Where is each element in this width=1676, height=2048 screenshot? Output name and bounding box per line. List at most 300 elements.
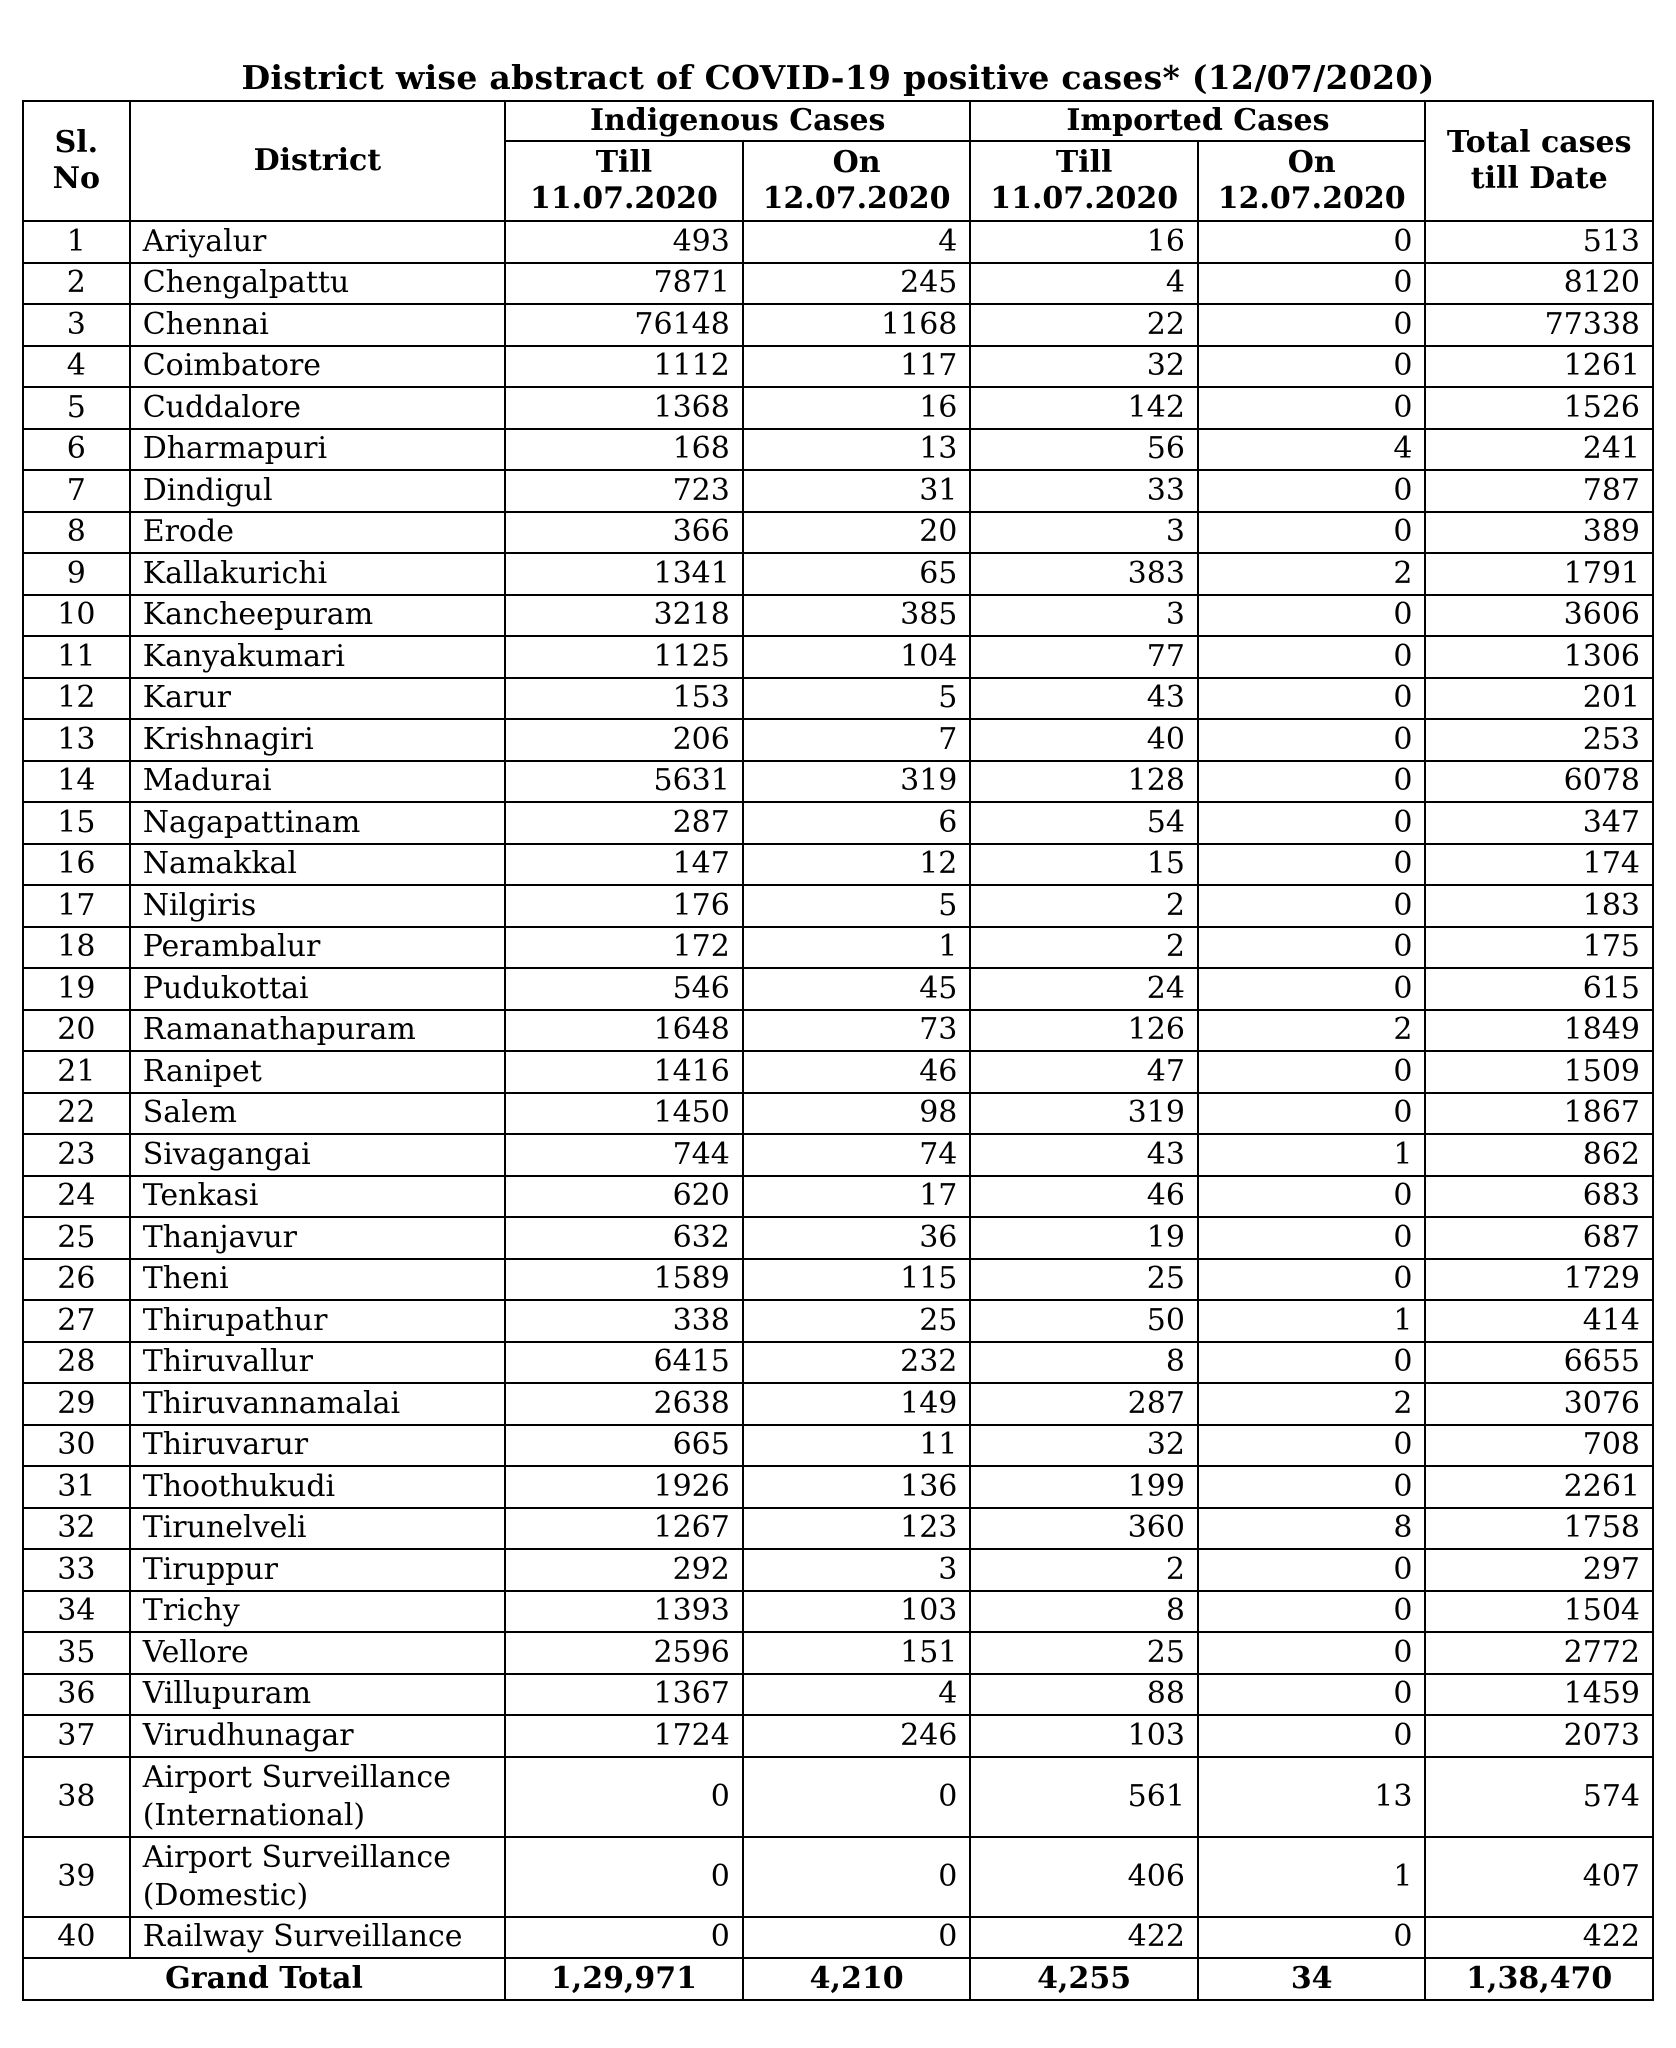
cell-sl-no: 14 — [23, 761, 130, 803]
cell-imported-on: 0 — [1198, 1051, 1426, 1093]
cell-district: Ramanathapuram — [130, 1010, 505, 1052]
cell-sl-no: 2 — [23, 263, 130, 305]
cell-indigenous-on: 319 — [743, 761, 971, 803]
cell-indigenous-on: 0 — [743, 1757, 971, 1837]
cell-district: Namakkal — [130, 844, 505, 886]
cell-district: Thoothukudi — [130, 1466, 505, 1508]
cell-total: 862 — [1425, 1134, 1653, 1176]
table-row — [23, 1010, 1653, 1052]
cell-imported-on: 0 — [1198, 719, 1426, 761]
cell-indigenous-on: 117 — [743, 346, 971, 388]
cell-indigenous-on: 151 — [743, 1632, 971, 1674]
table-row — [23, 636, 1653, 678]
cell-indigenous-till: 5631 — [505, 761, 743, 803]
cell-indigenous-till: 1450 — [505, 1093, 743, 1135]
header-district: District — [130, 101, 505, 221]
cell-imported-till: 43 — [970, 1134, 1198, 1176]
cell-imported-on: 0 — [1198, 304, 1426, 346]
cell-indigenous-on: 0 — [743, 1917, 971, 1959]
table-row — [23, 263, 1653, 305]
cell-indigenous-till: 287 — [505, 802, 743, 844]
cell-sl-no: 12 — [23, 678, 130, 720]
cell-district: Thiruvannamalai — [130, 1383, 505, 1425]
table-row — [23, 304, 1653, 346]
cell-sl-no: 24 — [23, 1176, 130, 1218]
cell-total: 241 — [1425, 429, 1653, 471]
cell-total: 6078 — [1425, 761, 1653, 803]
cell-indigenous-on: 3 — [743, 1549, 971, 1591]
grand-total-indigenous-on: 4,210 — [743, 1958, 971, 2000]
cell-indigenous-on: 123 — [743, 1508, 971, 1550]
cell-imported-till: 128 — [970, 761, 1198, 803]
table-row — [23, 1591, 1653, 1633]
cell-sl-no: 29 — [23, 1383, 130, 1425]
cell-indigenous-till: 168 — [505, 429, 743, 471]
table-body — [23, 221, 1653, 1958]
cell-sl-no: 11 — [23, 636, 130, 678]
cell-total: 1509 — [1425, 1051, 1653, 1093]
cell-imported-till: 32 — [970, 346, 1198, 388]
cell-imported-on: 2 — [1198, 553, 1426, 595]
cell-district: Theni — [130, 1259, 505, 1301]
cell-indigenous-on: 5 — [743, 678, 971, 720]
cell-district: Cuddalore — [130, 387, 505, 429]
table-row — [23, 678, 1653, 720]
cell-imported-till: 77 — [970, 636, 1198, 678]
cell-indigenous-till: 1125 — [505, 636, 743, 678]
cell-indigenous-on: 25 — [743, 1300, 971, 1342]
cell-indigenous-till: 1367 — [505, 1674, 743, 1716]
cell-total: 8120 — [1425, 263, 1653, 305]
cell-district: Tenkasi — [130, 1176, 505, 1218]
cell-indigenous-till: 338 — [505, 1300, 743, 1342]
cell-indigenous-till: 1341 — [505, 553, 743, 595]
cell-district: Kancheepuram — [130, 595, 505, 637]
cell-indigenous-till: 1416 — [505, 1051, 743, 1093]
table-row — [23, 1632, 1653, 1674]
cell-imported-till: 2 — [970, 885, 1198, 927]
cell-sl-no: 30 — [23, 1425, 130, 1467]
table-row — [23, 1508, 1653, 1550]
cell-imported-till: 16 — [970, 221, 1198, 263]
grand-total-indigenous-till: 1,29,971 — [505, 1958, 743, 2000]
table-row — [23, 885, 1653, 927]
cell-indigenous-till: 1267 — [505, 1508, 743, 1550]
cell-indigenous-on: 74 — [743, 1134, 971, 1176]
cell-indigenous-till: 1648 — [505, 1010, 743, 1052]
cell-district: Thirupathur — [130, 1300, 505, 1342]
cell-district: Thanjavur — [130, 1217, 505, 1259]
cell-indigenous-till: 172 — [505, 927, 743, 969]
cell-indigenous-on: 5 — [743, 885, 971, 927]
table-row — [23, 1383, 1653, 1425]
cell-indigenous-on: 115 — [743, 1259, 971, 1301]
cell-indigenous-on: 7 — [743, 719, 971, 761]
cell-imported-till: 199 — [970, 1466, 1198, 1508]
cell-indigenous-till: 665 — [505, 1425, 743, 1467]
cell-indigenous-till: 493 — [505, 221, 743, 263]
table-row — [23, 719, 1653, 761]
cell-total: 1306 — [1425, 636, 1653, 678]
cell-indigenous-on: 136 — [743, 1466, 971, 1508]
cell-district: Tiruppur — [130, 1549, 505, 1591]
cell-sl-no: 6 — [23, 429, 130, 471]
cell-indigenous-on: 245 — [743, 263, 971, 305]
cell-total: 297 — [1425, 1549, 1653, 1591]
cell-indigenous-till: 153 — [505, 678, 743, 720]
cell-total: 513 — [1425, 221, 1653, 263]
cell-sl-no: 3 — [23, 304, 130, 346]
cell-district: Perambalur — [130, 927, 505, 969]
cell-district: Sivagangai — [130, 1134, 505, 1176]
cell-total: 3076 — [1425, 1383, 1653, 1425]
cell-total: 615 — [1425, 968, 1653, 1010]
cell-imported-till: 406 — [970, 1837, 1198, 1917]
cell-indigenous-on: 13 — [743, 429, 971, 471]
table-row — [23, 1715, 1653, 1757]
cell-imported-on: 0 — [1198, 1342, 1426, 1384]
table-row — [23, 1259, 1653, 1301]
cell-district: Airport Surveillance (International) — [130, 1757, 505, 1837]
cell-district: Dharmapuri — [130, 429, 505, 471]
cell-district: Airport Surveillance (Domestic) — [130, 1837, 505, 1917]
cell-indigenous-till: 1926 — [505, 1466, 743, 1508]
cell-imported-till: 422 — [970, 1917, 1198, 1959]
cell-total: 183 — [1425, 885, 1653, 927]
table-row — [23, 1093, 1653, 1135]
cell-imported-on: 8 — [1198, 1508, 1426, 1550]
cell-total: 1526 — [1425, 387, 1653, 429]
cell-indigenous-on: 11 — [743, 1425, 971, 1467]
cell-district: Nagapattinam — [130, 802, 505, 844]
cell-indigenous-till: 744 — [505, 1134, 743, 1176]
cell-imported-on: 0 — [1198, 885, 1426, 927]
cell-indigenous-till: 632 — [505, 1217, 743, 1259]
cell-district: Dindigul — [130, 470, 505, 512]
header-indigenous-till: Till 11.07.2020 — [505, 141, 743, 221]
cell-total: 389 — [1425, 512, 1653, 554]
cell-indigenous-on: 0 — [743, 1837, 971, 1917]
cell-indigenous-till: 2638 — [505, 1383, 743, 1425]
cell-total: 683 — [1425, 1176, 1653, 1218]
cell-sl-no: 4 — [23, 346, 130, 388]
cell-total: 1791 — [1425, 553, 1653, 595]
table-row — [23, 968, 1653, 1010]
cell-indigenous-till: 1724 — [505, 1715, 743, 1757]
cell-imported-till: 40 — [970, 719, 1198, 761]
cell-indigenous-on: 4 — [743, 1674, 971, 1716]
table-row — [23, 1300, 1653, 1342]
cell-total: 422 — [1425, 1917, 1653, 1959]
grand-total-imported-till: 4,255 — [970, 1958, 1198, 2000]
header-imported-on: On 12.07.2020 — [1198, 141, 1426, 221]
cell-total: 3606 — [1425, 595, 1653, 637]
cell-total: 1459 — [1425, 1674, 1653, 1716]
cell-imported-on: 1 — [1198, 1134, 1426, 1176]
cell-imported-till: 4 — [970, 263, 1198, 305]
cell-indigenous-till: 546 — [505, 968, 743, 1010]
header-indigenous-cases: Indigenous Cases — [505, 101, 970, 141]
cell-imported-till: 19 — [970, 1217, 1198, 1259]
cell-sl-no: 9 — [23, 553, 130, 595]
cell-imported-on: 1 — [1198, 1837, 1426, 1917]
cell-total: 2261 — [1425, 1466, 1653, 1508]
cell-imported-on: 4 — [1198, 429, 1426, 471]
cell-indigenous-till: 0 — [505, 1917, 743, 1959]
cell-indigenous-on: 45 — [743, 968, 971, 1010]
cell-imported-on: 0 — [1198, 1591, 1426, 1633]
cell-total: 201 — [1425, 678, 1653, 720]
cell-sl-no: 39 — [23, 1837, 130, 1917]
cell-indigenous-on: 149 — [743, 1383, 971, 1425]
cell-imported-till: 15 — [970, 844, 1198, 886]
cell-indigenous-till: 3218 — [505, 595, 743, 637]
cell-imported-on: 0 — [1198, 470, 1426, 512]
cell-sl-no: 16 — [23, 844, 130, 886]
cell-sl-no: 8 — [23, 512, 130, 554]
cell-indigenous-on: 1168 — [743, 304, 971, 346]
header-sl-no: Sl. No — [23, 101, 130, 221]
table-row — [23, 595, 1653, 637]
cell-indigenous-till: 1589 — [505, 1259, 743, 1301]
cell-total: 253 — [1425, 719, 1653, 761]
cell-sl-no: 38 — [23, 1757, 130, 1837]
cell-indigenous-till: 1112 — [505, 346, 743, 388]
cell-imported-till: 126 — [970, 1010, 1198, 1052]
header-imported-till: Till 11.07.2020 — [970, 141, 1198, 221]
cell-indigenous-on: 20 — [743, 512, 971, 554]
cell-district: Pudukottai — [130, 968, 505, 1010]
cell-sl-no: 33 — [23, 1549, 130, 1591]
cell-imported-till: 8 — [970, 1591, 1198, 1633]
cell-sl-no: 7 — [23, 470, 130, 512]
cell-district: Chennai — [130, 304, 505, 346]
table-row — [23, 1051, 1653, 1093]
cell-total: 708 — [1425, 1425, 1653, 1467]
cell-imported-till: 33 — [970, 470, 1198, 512]
table-row — [23, 1917, 1653, 1959]
cell-district: Tirunelveli — [130, 1508, 505, 1550]
table-row — [23, 1176, 1653, 1218]
cell-imported-on: 0 — [1198, 1259, 1426, 1301]
cell-district: Trichy — [130, 1591, 505, 1633]
cell-district: Karur — [130, 678, 505, 720]
cell-total: 175 — [1425, 927, 1653, 969]
cell-sl-no: 13 — [23, 719, 130, 761]
table-row — [23, 1217, 1653, 1259]
cell-indigenous-on: 73 — [743, 1010, 971, 1052]
cell-imported-till: 22 — [970, 304, 1198, 346]
cell-imported-on: 0 — [1198, 512, 1426, 554]
cell-imported-on: 0 — [1198, 802, 1426, 844]
cell-sl-no: 17 — [23, 885, 130, 927]
table-row — [23, 1837, 1653, 1917]
table-row — [23, 470, 1653, 512]
cell-sl-no: 40 — [23, 1917, 130, 1959]
cell-district: Kallakurichi — [130, 553, 505, 595]
table-row — [23, 1342, 1653, 1384]
cell-imported-till: 103 — [970, 1715, 1198, 1757]
cell-district: Thiruvarur — [130, 1425, 505, 1467]
cell-district: Thiruvallur — [130, 1342, 505, 1384]
cell-imported-till: 3 — [970, 595, 1198, 637]
grand-total-imported-on: 34 — [1198, 1958, 1426, 2000]
cell-imported-on: 0 — [1198, 1549, 1426, 1591]
cell-imported-till: 25 — [970, 1632, 1198, 1674]
cell-imported-on: 0 — [1198, 761, 1426, 803]
cell-imported-till: 142 — [970, 387, 1198, 429]
cell-imported-on: 0 — [1198, 263, 1426, 305]
cell-district: Virudhunagar — [130, 1715, 505, 1757]
cell-indigenous-till: 1368 — [505, 387, 743, 429]
cell-imported-till: 3 — [970, 512, 1198, 554]
cell-imported-till: 360 — [970, 1508, 1198, 1550]
cell-total: 2073 — [1425, 1715, 1653, 1757]
cell-district: Krishnagiri — [130, 719, 505, 761]
cell-total: 1729 — [1425, 1259, 1653, 1301]
cell-sl-no: 31 — [23, 1466, 130, 1508]
cell-imported-till: 54 — [970, 802, 1198, 844]
grand-total-label: Grand Total — [23, 1958, 505, 2000]
cell-district: Chengalpattu — [130, 263, 505, 305]
cell-imported-till: 287 — [970, 1383, 1198, 1425]
cell-imported-till: 2 — [970, 927, 1198, 969]
cell-imported-on: 0 — [1198, 1632, 1426, 1674]
cell-total: 174 — [1425, 844, 1653, 886]
cell-district: Villupuram — [130, 1674, 505, 1716]
cell-sl-no: 1 — [23, 221, 130, 263]
cell-total: 347 — [1425, 802, 1653, 844]
cell-sl-no: 26 — [23, 1259, 130, 1301]
district-cases-table — [22, 100, 1654, 2001]
cell-indigenous-till: 723 — [505, 470, 743, 512]
cell-sl-no: 27 — [23, 1300, 130, 1342]
table-row — [23, 1757, 1653, 1837]
cell-sl-no: 21 — [23, 1051, 130, 1093]
cell-sl-no: 35 — [23, 1632, 130, 1674]
cell-imported-on: 0 — [1198, 1217, 1426, 1259]
cell-sl-no: 36 — [23, 1674, 130, 1716]
cell-imported-on: 1 — [1198, 1300, 1426, 1342]
cell-district: Ranipet — [130, 1051, 505, 1093]
cell-sl-no: 32 — [23, 1508, 130, 1550]
cell-indigenous-till: 147 — [505, 844, 743, 886]
cell-indigenous-till: 292 — [505, 1549, 743, 1591]
header-imported-cases: Imported Cases — [970, 101, 1425, 141]
cell-total: 2772 — [1425, 1632, 1653, 1674]
cell-district: Railway Surveillance — [130, 1917, 505, 1959]
cell-indigenous-till: 176 — [505, 885, 743, 927]
cell-indigenous-on: 17 — [743, 1176, 971, 1218]
cell-imported-on: 0 — [1198, 221, 1426, 263]
cell-indigenous-on: 4 — [743, 221, 971, 263]
cell-imported-on: 0 — [1198, 1466, 1426, 1508]
cell-imported-till: 561 — [970, 1757, 1198, 1837]
cell-imported-till: 32 — [970, 1425, 1198, 1467]
cell-imported-on: 0 — [1198, 1917, 1426, 1959]
cell-sl-no: 18 — [23, 927, 130, 969]
cell-total: 1261 — [1425, 346, 1653, 388]
cell-total: 1867 — [1425, 1093, 1653, 1135]
cell-indigenous-on: 31 — [743, 470, 971, 512]
cell-indigenous-till: 76148 — [505, 304, 743, 346]
cell-indigenous-till: 1393 — [505, 1591, 743, 1633]
cell-sl-no: 25 — [23, 1217, 130, 1259]
cell-indigenous-on: 16 — [743, 387, 971, 429]
table-row — [23, 1549, 1653, 1591]
cell-sl-no: 28 — [23, 1342, 130, 1384]
cell-total: 1758 — [1425, 1508, 1653, 1550]
table-row — [23, 761, 1653, 803]
cell-indigenous-on: 385 — [743, 595, 971, 637]
cell-indigenous-on: 46 — [743, 1051, 971, 1093]
table-row — [23, 1466, 1653, 1508]
cell-indigenous-till: 0 — [505, 1837, 743, 1917]
cell-district: Kanyakumari — [130, 636, 505, 678]
header-total-cases: Total cases till Date — [1425, 101, 1653, 221]
cell-total: 77338 — [1425, 304, 1653, 346]
cell-total: 1504 — [1425, 1591, 1653, 1633]
cell-imported-till: 383 — [970, 553, 1198, 595]
cell-indigenous-till: 2596 — [505, 1632, 743, 1674]
grand-total-row — [23, 1958, 1653, 2000]
cell-indigenous-on: 232 — [743, 1342, 971, 1384]
table-row — [23, 512, 1653, 554]
cell-total: 687 — [1425, 1217, 1653, 1259]
cell-imported-on: 0 — [1198, 1425, 1426, 1467]
cell-indigenous-till: 0 — [505, 1757, 743, 1837]
cell-sl-no: 23 — [23, 1134, 130, 1176]
cell-sl-no: 34 — [23, 1591, 130, 1633]
cell-district: Erode — [130, 512, 505, 554]
cell-imported-on: 0 — [1198, 1093, 1426, 1135]
cell-sl-no: 15 — [23, 802, 130, 844]
cell-imported-on: 2 — [1198, 1010, 1426, 1052]
cell-total: 574 — [1425, 1757, 1653, 1837]
cell-sl-no: 22 — [23, 1093, 130, 1135]
cell-district: Madurai — [130, 761, 505, 803]
cell-imported-till: 50 — [970, 1300, 1198, 1342]
cell-imported-on: 0 — [1198, 387, 1426, 429]
cell-imported-on: 0 — [1198, 346, 1426, 388]
cell-indigenous-on: 104 — [743, 636, 971, 678]
cell-sl-no: 20 — [23, 1010, 130, 1052]
cell-imported-on: 0 — [1198, 927, 1426, 969]
table-row — [23, 429, 1653, 471]
cell-imported-on: 0 — [1198, 1715, 1426, 1757]
cell-imported-till: 8 — [970, 1342, 1198, 1384]
cell-imported-till: 2 — [970, 1549, 1198, 1591]
cell-indigenous-till: 7871 — [505, 263, 743, 305]
table-row — [23, 553, 1653, 595]
table-row — [23, 346, 1653, 388]
cell-imported-on: 0 — [1198, 1674, 1426, 1716]
cell-imported-on: 0 — [1198, 1176, 1426, 1218]
cell-imported-on: 0 — [1198, 844, 1426, 886]
cell-indigenous-on: 246 — [743, 1715, 971, 1757]
cell-district: Nilgiris — [130, 885, 505, 927]
cell-imported-till: 47 — [970, 1051, 1198, 1093]
cell-indigenous-on: 6 — [743, 802, 971, 844]
cell-indigenous-till: 206 — [505, 719, 743, 761]
cell-total: 1849 — [1425, 1010, 1653, 1052]
page-title: District wise abstract of COVID-19 positive cases* (12/07/2020) — [241, 58, 1435, 97]
cell-imported-till: 46 — [970, 1176, 1198, 1218]
cell-district: Vellore — [130, 1632, 505, 1674]
header-indigenous-on: On 12.07.2020 — [743, 141, 971, 221]
cell-imported-on: 0 — [1198, 678, 1426, 720]
table-row — [23, 927, 1653, 969]
